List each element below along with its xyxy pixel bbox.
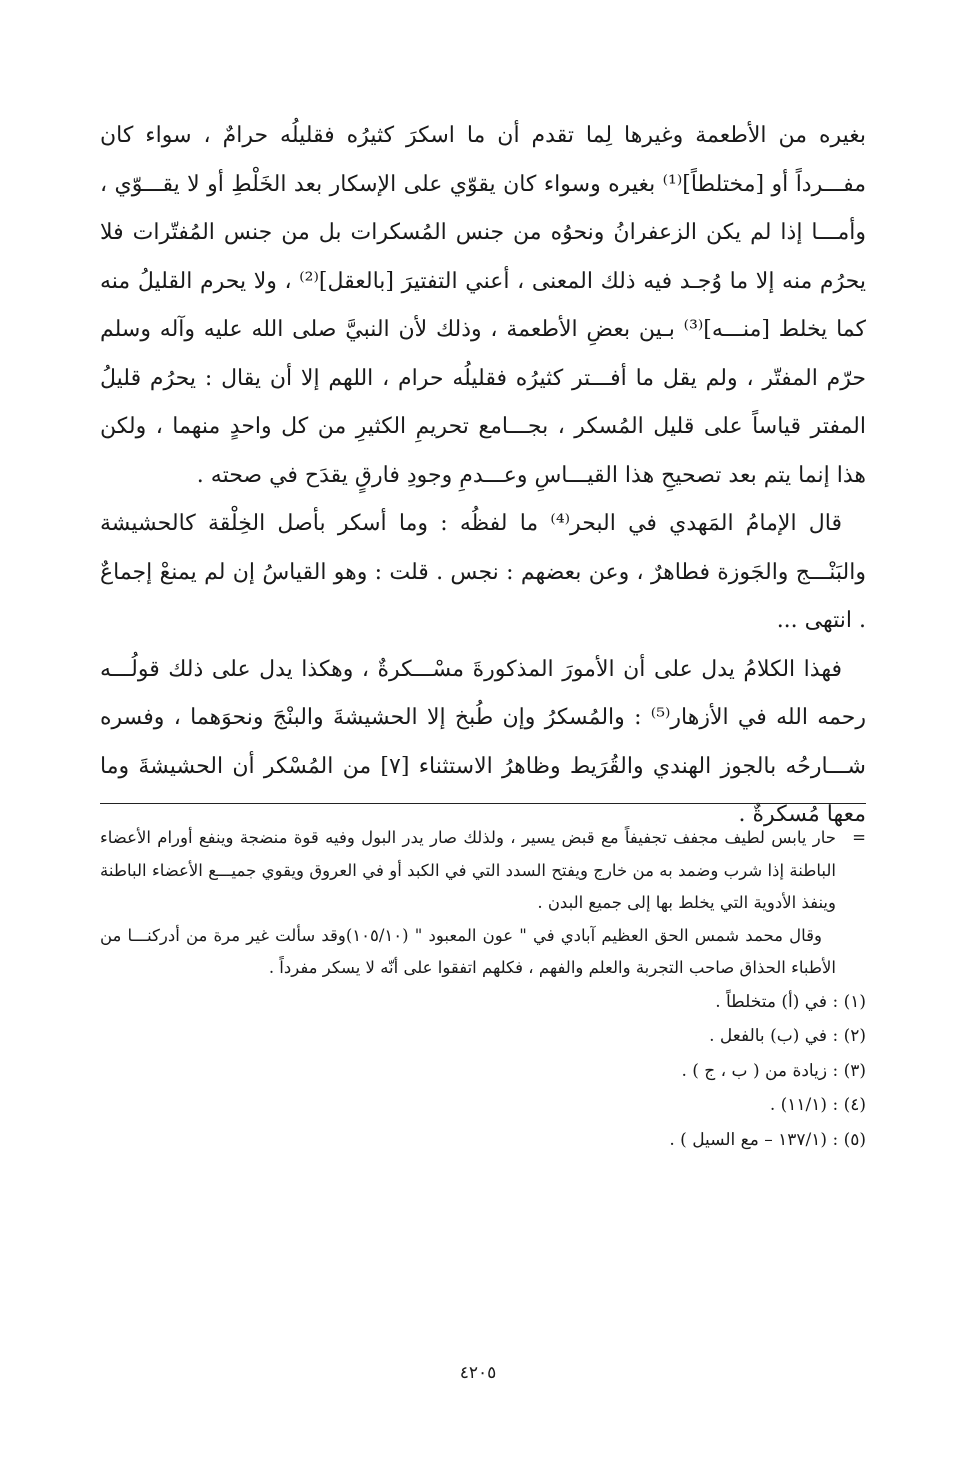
footnotes xyxy=(100,822,866,1157)
footnote-quote: وقال محمد شمس الحق العظيم آبادي في " عون المعبود " (١٠٥/١٠)وقد سألت غير مرة من أدركنـــا من الأطباء الحذاق صاحب التجربة والعلم والفهم ، فكلهم اتفقوا على أنّه لا يسكر مفرداً . xyxy=(100,925,836,977)
footnote-continuation xyxy=(100,822,866,920)
footnote-item: (١) : في (أ) متخلطاً . xyxy=(715,991,866,1012)
footnote-list xyxy=(100,985,866,1158)
paragraph-2: قال الإمامُ المَهدي في البحر⁽⁴⁾ ما لفظُه : وما أسكر بأصل الخِلْقة كالحشيشة والبَنْـــج والجَوزة فطاهرٌ ، وعن بعضهم : نجس . قلت : وهو القياسُ إن لم يمنعْ إجماعٌ . انتهى ... xyxy=(100,511,866,633)
footnote-item: (٥) : (١٣٧/١ – مع السيل ) . xyxy=(669,1129,866,1150)
page-number: ٤٢٠٥ xyxy=(459,1363,497,1383)
footnote-divider xyxy=(100,803,866,804)
footnote-item: (٣) : زيادة من ( ب ، ج ) . xyxy=(681,1060,866,1081)
footnote-continuation-text: حار يابس لطيف مجفف تجفيفاً مع قبض يسير ، ولذلك صار يدر البول وفيه قوة منضجة وينفع أورام الأعضاء الباطنة إذا شرب وضمد به من خارج ويفتح السدد التي في الكبد أو في العروق ويقوي جميـــع الأعضاء الباطنة وينفذ الأدوية التي يخلط بها إلى جميع البدن . xyxy=(100,828,836,912)
paragraph-3: فهذا الكلامُ يدل على أن الأمورَ المذكورةَ مسْـــكرةٌ ، وهكذا يدل على ذلك قولُـــه رحمه الله في الأزهار⁽⁵⁾ : والمُسكرُ وإن طُبخ إلا الحشيشةَ والبنْجَ ونحوَهما ، وفسره شـــارحُه بالجوز الهندي والقُرَيط وظاهرُ الاستثناء [٧] من المُسْكر أن الحشيشةَ وما معها مُسكرةٌ . xyxy=(100,656,866,827)
paragraph-1: بغيره من الأطعمة وغيرها لِما تقدم أن ما اسكرَ كثيرُه فقليلُه حرامٌ ، سواء كان مفـــرداً أو [مختلطاً]⁽¹⁾ بغيره وسواء كان يقوّي على الإسكار بعد الخَلْطِ أو لا يقـــوّي ، وأمـــا إذا لم يكن الزعفرانُ ونحوُه من جنس المُسكرات بل من جنس المُفتّرات فلا يحرُم منه إلا ما وُجـد فيه ذلك المعنى ، أعني التفتيرَ [بالعقل]⁽²⁾ ، ولا يحرم القليلُ منه كما يخلط [منـــه]⁽³⁾ بـين بعضِ الأطعمة ، وذلك لأن النبيَّ صلى الله عليه وآله وسلم حرّم المفتّر ، ولم يقل ما أفـــتر كثيرُه فقليلُه حرام ، اللهم إلا أن يقال : يحرُم قليلُ المفتر قياساً على قليل المُسكر ، بجـــامع تحريمِ الكثيرِ من كل واحدٍ منهما ، ولكن هذا إنما يتم بعد تصحيحِ هذا القيـــاسِ وعـــدمِ وجودِ فارقٍ يقدَح في صحته . xyxy=(100,123,866,488)
continuation-mark: = xyxy=(852,828,866,847)
main-text xyxy=(100,112,866,840)
footnote-item: (٢) : في (ب) بالفعل . xyxy=(709,1026,866,1046)
footnote-item: (٤) : (١١/١) . xyxy=(769,1095,866,1115)
